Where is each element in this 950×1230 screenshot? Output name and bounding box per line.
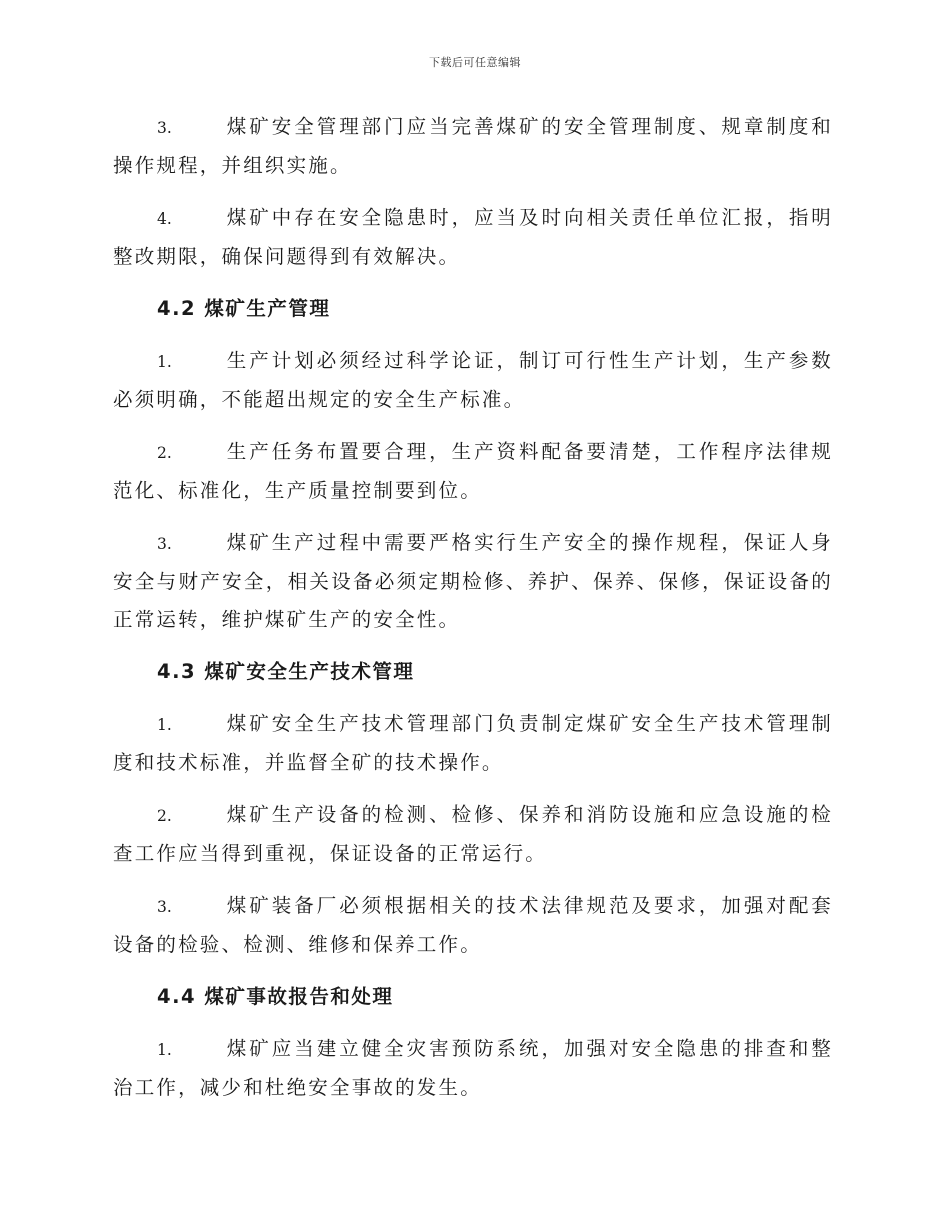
section-heading: 4.2 煤矿生产管理 [157,297,331,320]
item-text: 煤矿安全管理部门应当完善煤矿的安全管理制度、规章制度和操作规程，并组织实施。 [113,115,833,177]
item-text: 煤矿中存在安全隐患时，应当及时向相关责任单位汇报，指明整改期限，确保问题得到有效解决。 [113,206,833,268]
list-item [113,199,833,276]
item-number: 2. [157,444,172,462]
list-item [113,524,833,639]
item-number: 1. [157,1041,172,1059]
list-item [113,1030,833,1107]
item-text: 煤矿安全生产技术管理部门负责制定煤矿安全生产技术管理制度和技术标准，并监督全矿的技术操作。 [113,712,833,774]
list-item [113,433,833,510]
document-body [113,108,833,1121]
item-number: 3. [157,535,172,553]
list-item [113,705,833,782]
item-text: 生产任务布置要合理，生产资料配备要清楚，工作程序法律规范化、标准化，生产质量控制要到位。 [113,440,833,502]
list-item [113,887,833,964]
item-number: 4. [157,210,172,228]
item-number: 2. [157,807,172,825]
item-number: 1. [157,353,172,371]
item-text: 煤矿应当建立健全灾害预防系统，加强对安全隐患的排查和整治工作，减少和杜绝安全事故的发生。 [113,1037,833,1099]
item-text: 煤矿生产设备的检测、检修、保养和消防设施和应急设施的检查工作应当得到重视，保证设备的正常运行。 [113,803,833,865]
item-text: 生产计划必须经过科学论证，制订可行性生产计划，生产参数必须明确，不能超出规定的安全生产标准。 [113,349,833,411]
item-text: 煤矿生产过程中需要严格实行生产安全的操作规程，保证人身安全与财产安全，相关设备必须定期检修、养护、保养、保修，保证设备的正常运转，维护煤矿生产的安全性。 [113,531,833,631]
item-number: 3. [157,119,172,137]
section-heading: 4.3 煤矿安全生产技术管理 [157,660,415,683]
item-text: 煤矿装备厂必须根据相关的技术法律规范及要求，加强对配套设备的检验、检测、维修和保养工作。 [113,894,833,956]
item-number: 3. [157,898,172,916]
item-number: 1. [157,716,172,734]
list-item [113,796,833,873]
list-item [113,342,833,419]
page-header: 下载后可任意编辑 [429,56,521,69]
list-item [113,108,833,185]
section-heading: 4.4 煤矿事故报告和处理 [157,985,394,1008]
